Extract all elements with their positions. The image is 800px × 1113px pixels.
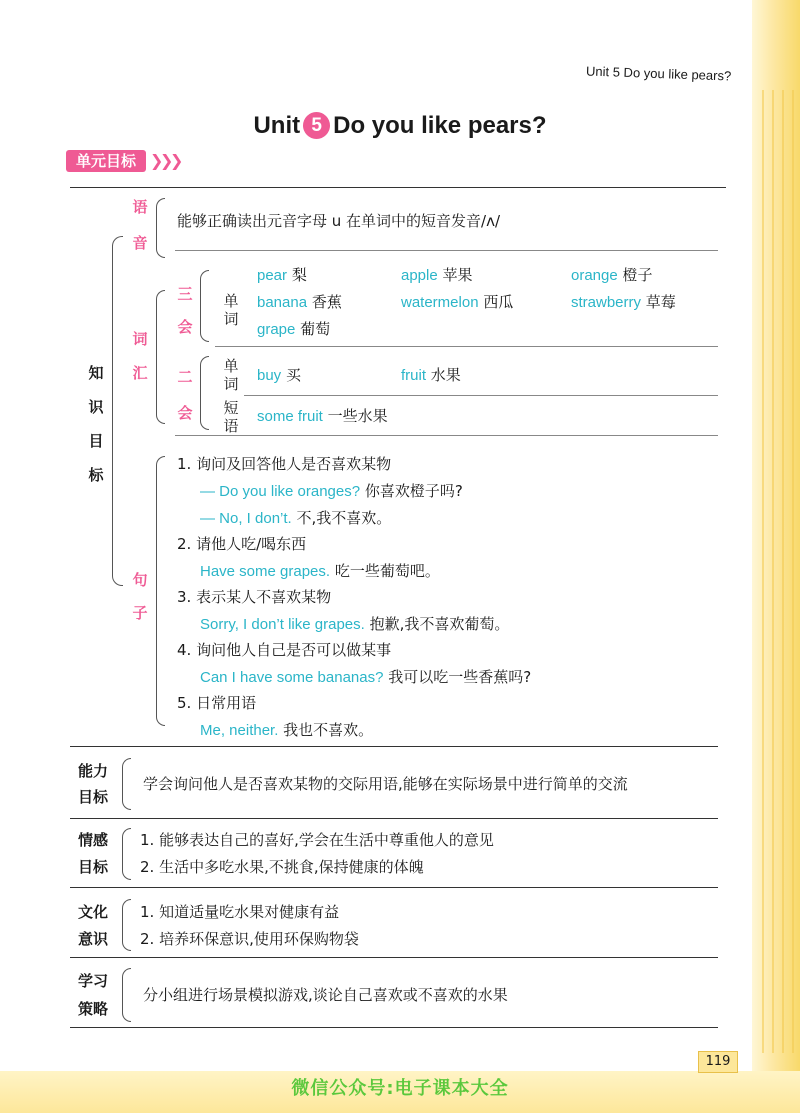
sentence-head: 2. 请他人吃/喝东西 xyxy=(177,535,307,553)
section-rule xyxy=(70,887,718,888)
sentence-line: — No, I don’t. 不,我不喜欢。 xyxy=(200,509,392,527)
ability-brace xyxy=(122,758,131,810)
erhui-words-label-char: 词 xyxy=(223,375,239,393)
sanhui-words-label-char: 单 xyxy=(223,292,239,310)
culture-label: 意识 xyxy=(78,930,109,948)
row-divider xyxy=(244,395,718,396)
sanhui-brace xyxy=(200,270,209,342)
vocab-item: banana 香蕉 xyxy=(257,293,342,311)
culture-label: 文化 xyxy=(78,903,109,921)
erhui-brace xyxy=(200,356,209,430)
sentence-head: 3. 表示某人不喜欢某物 xyxy=(177,588,332,606)
sentence-head: 5. 日常用语 xyxy=(177,694,257,712)
sentence-line: Can I have some bananas? 我可以吃一些香蕉吗? xyxy=(200,668,532,686)
section-badge: 单元目标 xyxy=(66,150,146,172)
sentences-brace xyxy=(156,456,165,726)
ability-text: 学会询问他人是否喜欢某物的交际用语,能够在实际场景中进行简单的交流 xyxy=(143,775,628,793)
sentence-head: 4. 询问他人自己是否可以做某事 xyxy=(177,641,392,659)
culture-item: 1. 知道适量吃水果对健康有益 xyxy=(140,903,340,921)
vocab-item: watermelon 西瓜 xyxy=(401,293,514,311)
phonics-brace xyxy=(156,198,165,258)
table-top-rule xyxy=(70,187,726,188)
unit-title-text: Do you like pears? xyxy=(333,112,547,139)
sanhui-label-char: 三 xyxy=(177,285,193,303)
erhui-words-label-char: 单 xyxy=(223,357,239,375)
phonics-label-char: 音 xyxy=(132,234,148,252)
sentence-line: Me, neither. 我也不喜欢。 xyxy=(200,721,374,739)
chevron-right-icon: ❯ xyxy=(160,151,174,170)
strategy-text: 分小组进行场景模拟游戏,谈论自己喜欢或不喜欢的水果 xyxy=(143,986,508,1004)
phrase-item: some fruit 一些水果 xyxy=(257,407,388,425)
vocab-item: pear 梨 xyxy=(257,266,307,284)
vocab-item: buy 买 xyxy=(257,366,301,384)
row-divider xyxy=(175,435,718,436)
sentence-line: Sorry, I don’t like grapes. 抱歉,我不喜欢葡萄。 xyxy=(200,615,510,633)
culture-brace xyxy=(122,899,131,951)
knowledge-label-char: 标 xyxy=(88,466,104,484)
sentence-line: — Do you like oranges? 你喜欢橙子吗? xyxy=(200,482,463,500)
unit-title-prefix: Unit xyxy=(253,112,301,139)
section-rule xyxy=(70,746,718,747)
sentences-label-char: 句 xyxy=(132,571,148,589)
ability-label: 目标 xyxy=(78,788,109,806)
unit-title xyxy=(0,112,800,140)
ability-label: 能力 xyxy=(78,762,109,780)
page-edge-decoration xyxy=(752,0,800,1113)
section-rule xyxy=(70,818,718,819)
strategy-label: 策略 xyxy=(78,1000,109,1018)
emotion-label: 目标 xyxy=(78,858,109,876)
chevron-right-icon: ❯ xyxy=(150,151,164,170)
knowledge-brace xyxy=(112,236,123,586)
running-header: Unit 5 Do you like pears? xyxy=(585,63,732,84)
vocab-item: fruit 水果 xyxy=(401,366,461,384)
culture-item: 2. 培养环保意识,使用环保购物袋 xyxy=(140,930,359,948)
erhui-phrase-label-char: 短 xyxy=(223,399,239,417)
vocab-brace xyxy=(156,290,165,424)
sentence-line: Have some grapes. 吃一些葡萄吧。 xyxy=(200,562,440,580)
emotion-label: 情感 xyxy=(78,831,109,849)
row-divider xyxy=(175,250,718,251)
emotion-brace xyxy=(122,828,131,880)
section-rule xyxy=(70,957,718,958)
sentences-label-char: 子 xyxy=(132,604,148,622)
vocab-item: orange 橙子 xyxy=(571,266,653,284)
knowledge-label-char: 知 xyxy=(88,364,104,382)
page-number: 119 xyxy=(698,1051,738,1073)
sanhui-label-char: 会 xyxy=(177,318,193,336)
unit-number-badge: 5 xyxy=(303,112,330,139)
watermark-text: 微信公众号:电子课本大全 xyxy=(291,1078,509,1099)
erhui-phrase-label-char: 语 xyxy=(223,417,239,435)
phonics-text: 能够正确读出元音字母 u 在单词中的短音发音/ʌ/ xyxy=(177,212,501,230)
emotion-item: 2. 生活中多吃水果,不挑食,保持健康的体魄 xyxy=(140,858,424,876)
vocab-item: apple 苹果 xyxy=(401,266,473,284)
sanhui-words-label-char: 词 xyxy=(223,310,239,328)
sentence-head: 1. 询问及回答他人是否喜欢某物 xyxy=(177,455,392,473)
vocab-label-char: 词 xyxy=(132,330,148,348)
table-bottom-rule xyxy=(70,1027,718,1028)
knowledge-label-char: 识 xyxy=(88,398,104,416)
chevron-right-icon: ❯ xyxy=(170,151,184,170)
strategy-brace xyxy=(122,968,131,1022)
erhui-label-char: 会 xyxy=(177,404,193,422)
strategy-label: 学习 xyxy=(78,972,109,990)
phonics-label-char: 语 xyxy=(132,198,148,216)
knowledge-label-char: 目 xyxy=(88,432,104,450)
emotion-item: 1. 能够表达自己的喜好,学会在生活中尊重他人的意见 xyxy=(140,831,494,849)
erhui-label-char: 二 xyxy=(177,368,193,386)
vocab-label-char: 汇 xyxy=(132,364,148,382)
vocab-item: grape 葡萄 xyxy=(257,320,331,338)
row-divider xyxy=(215,346,718,347)
vocab-item: strawberry 草莓 xyxy=(571,293,676,311)
